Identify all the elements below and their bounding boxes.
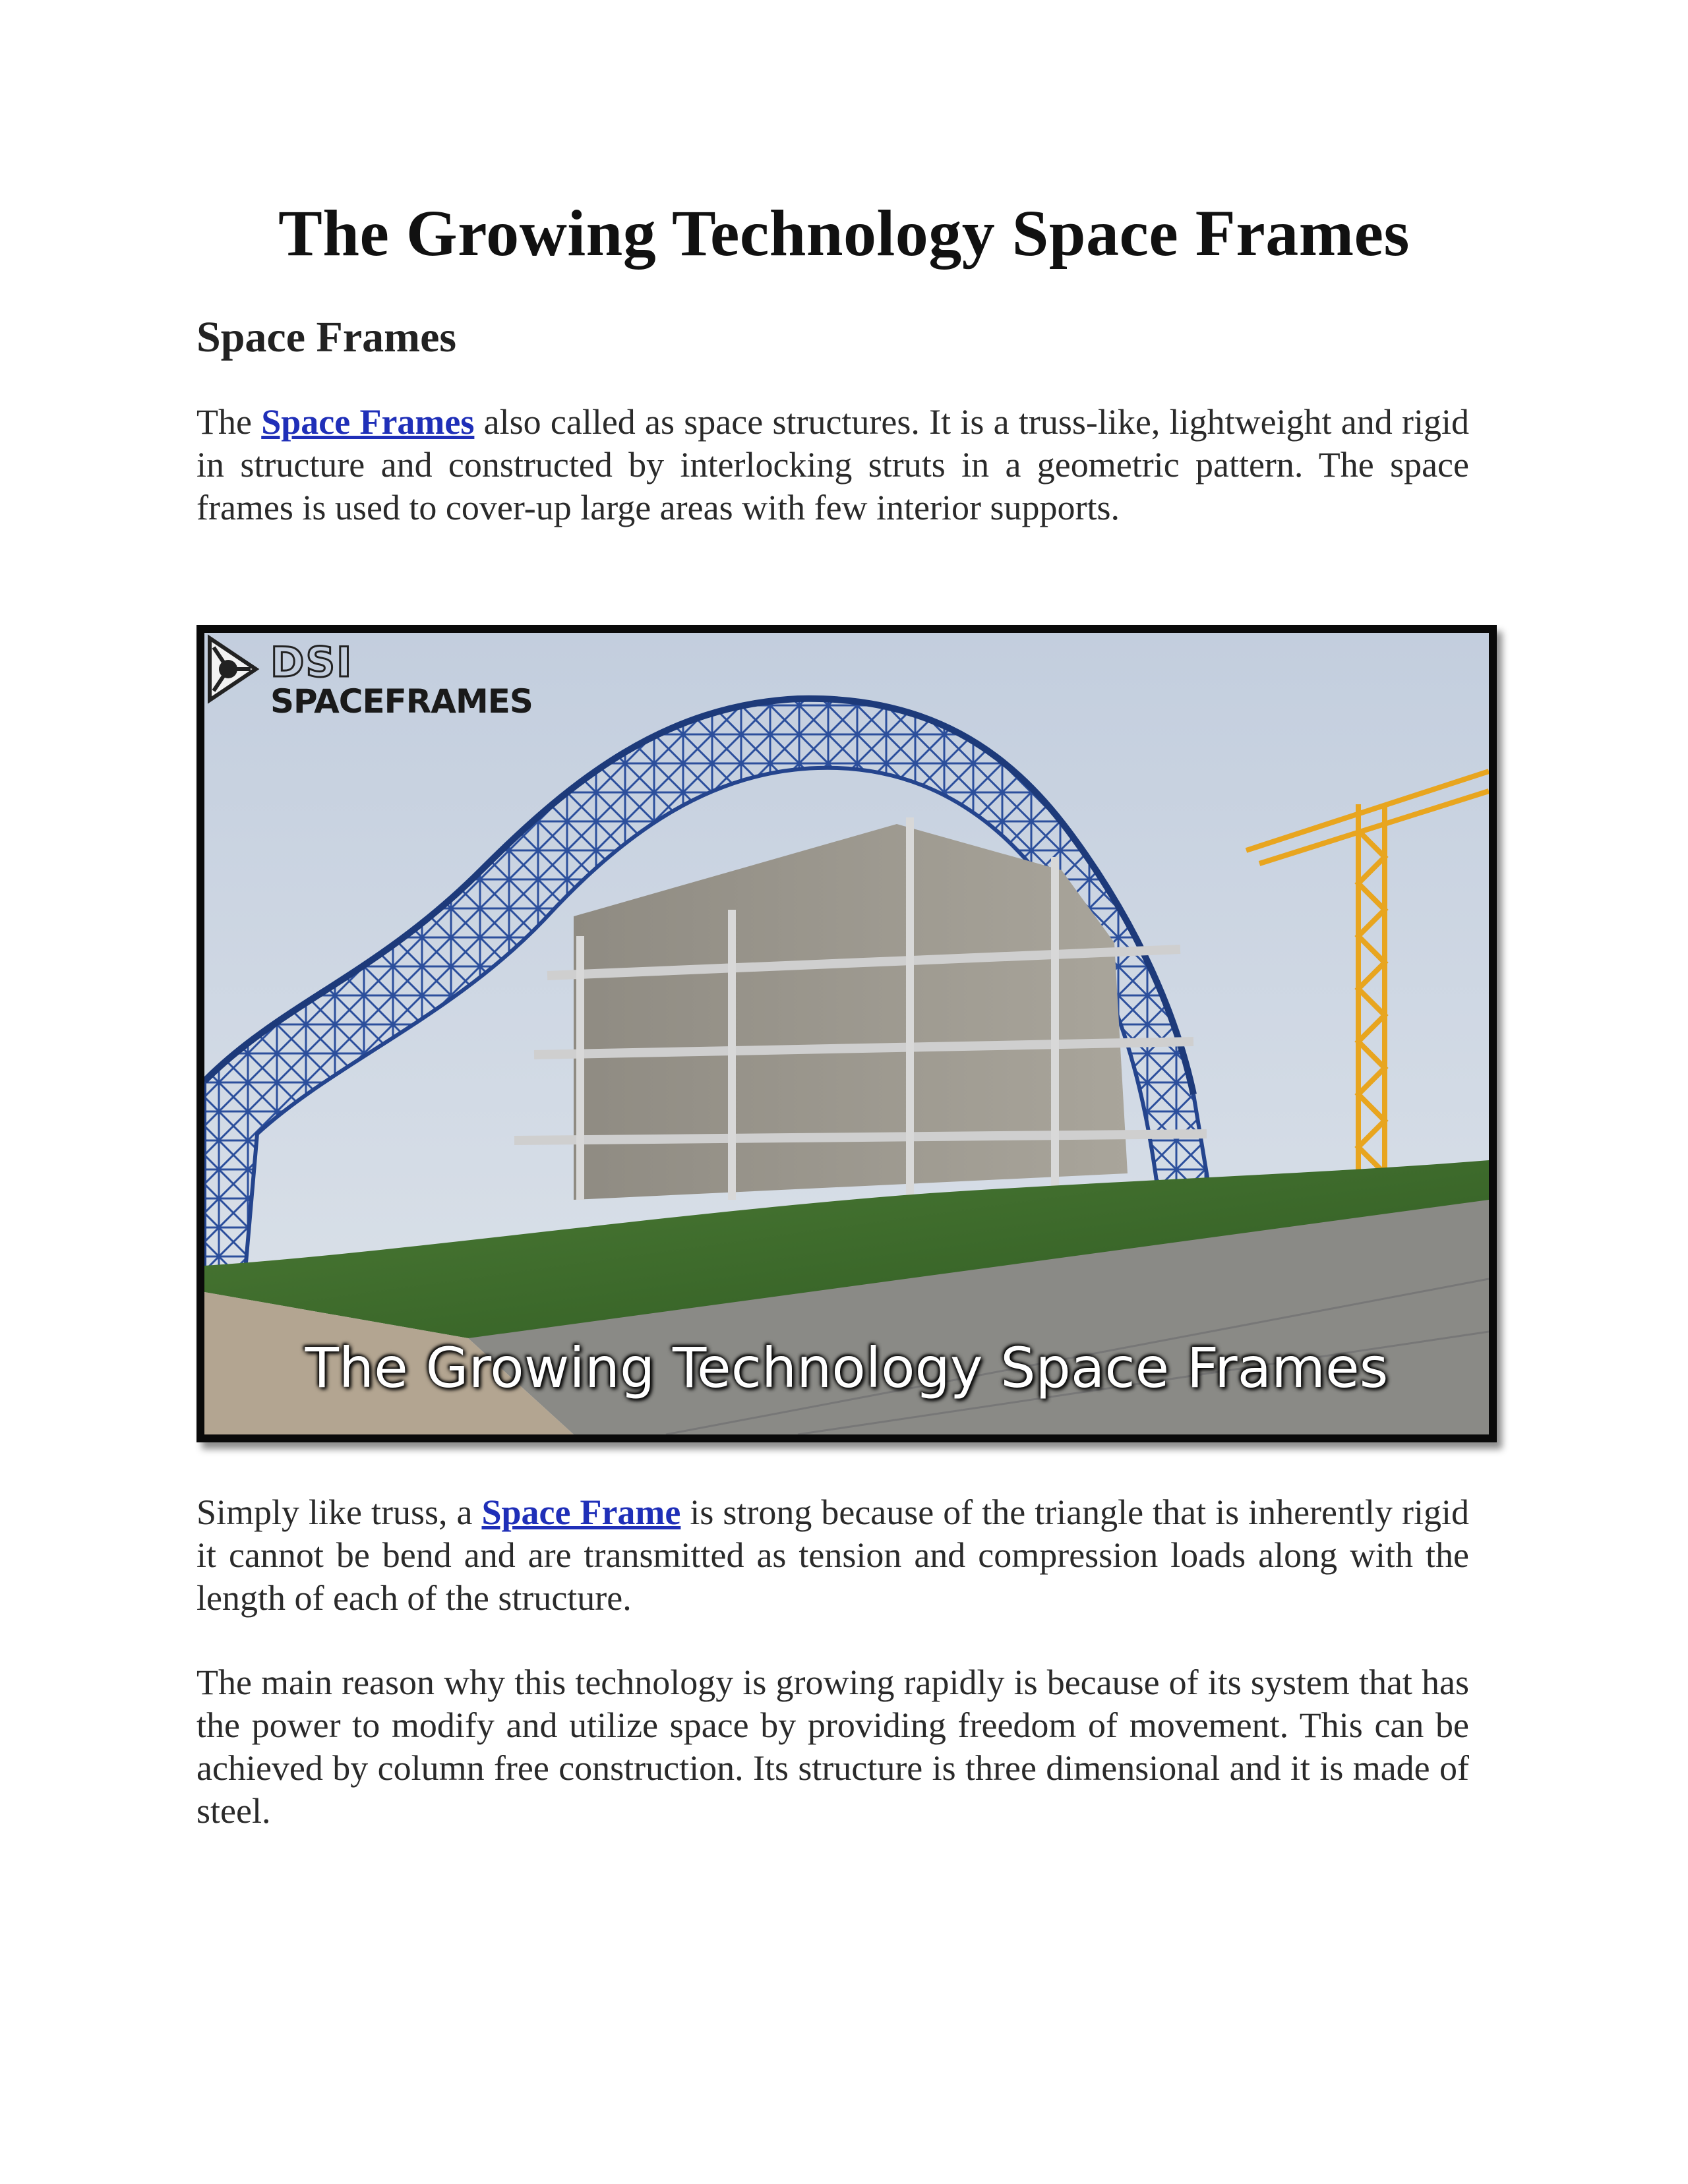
para2-prefix: Simply like truss, a bbox=[196, 1492, 482, 1532]
section-heading: Space Frames bbox=[196, 313, 457, 361]
page-title: The Growing Technology Space Frames bbox=[278, 196, 1410, 270]
space-frame-photo bbox=[196, 625, 1497, 1442]
image-caption: The Growing Technology Space Frames bbox=[305, 1336, 1389, 1400]
para1-prefix: The bbox=[196, 402, 262, 442]
logo-text-spaceframes: SPACEFRAMES bbox=[270, 682, 533, 721]
para1-suffix: also called as space structures. It is a truss-like, lightweight and rigid in structure and constructed by interlocking struts in a geometric pattern. The space frames is used to cover-up large areas with few interior supports. bbox=[196, 402, 1470, 527]
intro-paragraph bbox=[196, 401, 1469, 529]
growth-paragraph: The main reason why this technology is growing rapidly is because of its system that has the power to modify and utilize space by providing freedom of movement. This can be achieved by column free construction. Its structure is three dimensional and it is made of steel. bbox=[196, 1663, 1469, 1831]
para2-suffix: is strong because of the triangle that is inherently rigid it cannot be bend and are transmitted as tension and compression loads along with the length of each of the structure. bbox=[196, 1492, 1469, 1618]
truss-paragraph bbox=[196, 1491, 1469, 1620]
structure-illustration bbox=[204, 633, 1489, 1434]
logo-text-dsi: DSI bbox=[270, 638, 353, 686]
dsi-logo-icon bbox=[204, 633, 261, 705]
space-frames-link[interactable]: Space Frames bbox=[261, 402, 475, 442]
space-frame-link[interactable]: Space Frame bbox=[481, 1492, 681, 1532]
